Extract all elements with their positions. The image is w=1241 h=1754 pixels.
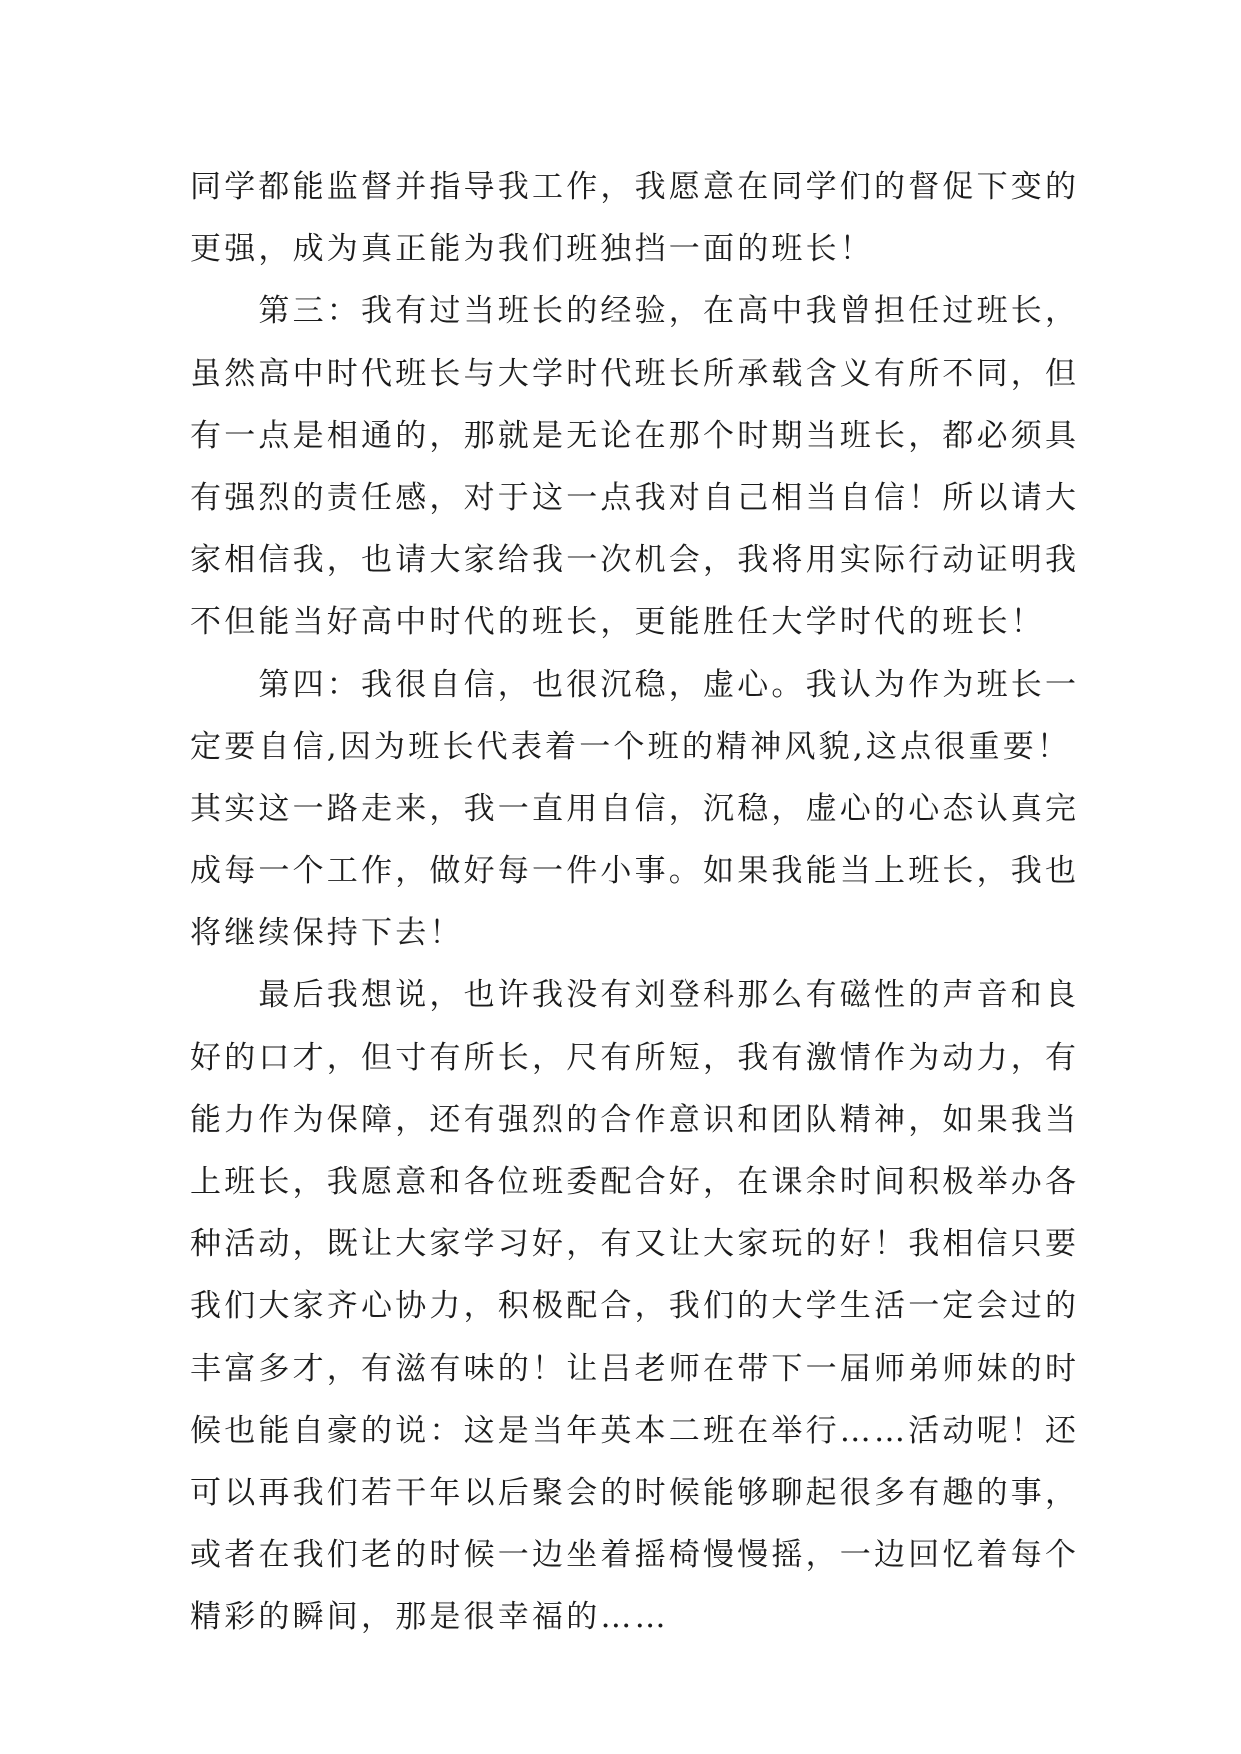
- text-line: 有强烈的责任感，对于这一点我对自己相当自信！所以请大: [190, 479, 1080, 516]
- text-line: 我们大家齐心协力，积极配合，我们的大学生活一定会过的: [190, 1288, 1080, 1325]
- text-line: 好的口才，但寸有所长，尺有所短，我有激情作为动力，有: [190, 1039, 1080, 1076]
- text-line: 同学都能监督并指导我工作，我愿意在同学们的督促下变的: [190, 169, 1080, 205]
- text-line: 更强，成为真正能为我们班独挡一面的班长！: [190, 231, 874, 268]
- body-text: [190, 156, 1080, 1649]
- text-line: 定要自信,因为班长代表着一个班的精神风貌,这点很重要！: [190, 728, 1072, 765]
- text-line: 最后我想说，也许我没有刘登科那么有磁性的声音和良: [190, 977, 1080, 1014]
- text-line: 有一点是相通的，那就是无论在那个时期当班长，都必须具: [190, 417, 1080, 454]
- text-line: 或者在我们老的时候一边坐着摇椅慢慢摇，一边回忆着每个: [190, 1537, 1080, 1574]
- text-line: 第三：我有过当班长的经验，在高中我曾担任过班长，: [190, 293, 1080, 330]
- text-line: 虽然高中时代班长与大学时代班长所承载含义有所不同，但: [190, 355, 1080, 392]
- text-line: 精彩的瞬间，那是很幸福的……: [190, 1599, 669, 1636]
- text-line: 候也能自豪的说：这是当年英本二班在举行……活动呢！还: [190, 1412, 1080, 1449]
- text-line: 第四：我很自信，也很沉稳，虚心。我认为作为班长一: [190, 666, 1080, 703]
- text-line: 家相信我，也请大家给我一次机会，我将用实际行动证明我: [190, 542, 1080, 579]
- text-line: 上班长，我愿意和各位班委配合好，在课余时间积极举办各: [190, 1164, 1080, 1200]
- text-line: 将继续保持下去！: [190, 915, 464, 952]
- text-line: 丰富多才，有滋有味的！让吕老师在带下一届师弟师妹的时: [190, 1350, 1080, 1387]
- text-line: 能力作为保障，还有强烈的合作意识和团队精神，如果我当: [190, 1101, 1080, 1138]
- text-line: 可以再我们若干年以后聚会的时候能够聊起很多有趣的事，: [190, 1474, 1080, 1511]
- text-line: 成每一个工作，做好每一件小事。如果我能当上班长，我也: [190, 853, 1080, 890]
- text-line: 种活动，既让大家学习好，有又让大家玩的好！我相信只要: [190, 1226, 1080, 1263]
- text-line: 不但能当好高中时代的班长，更能胜任大学时代的班长！: [190, 604, 1045, 641]
- text-line: 其实这一路走来，我一直用自信，沉稳，虚心的心态认真完: [190, 790, 1080, 827]
